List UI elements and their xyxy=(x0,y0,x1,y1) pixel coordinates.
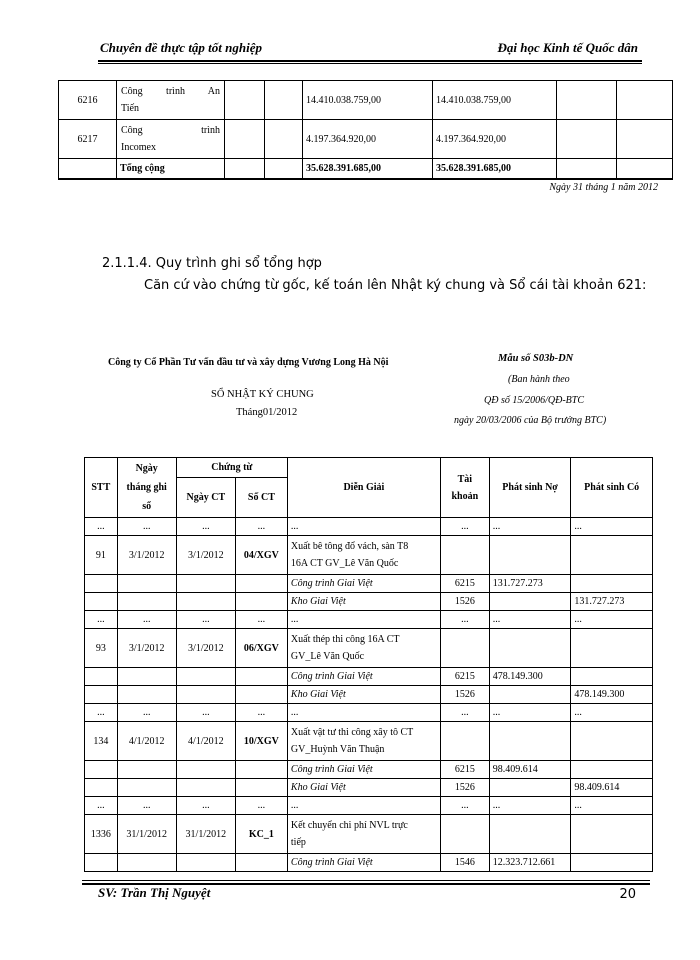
ellipsis-cell: ... xyxy=(571,518,653,536)
col-voucher-no: Số CT xyxy=(235,478,287,518)
line-description: Kho Giai Việt xyxy=(287,686,440,704)
ellipsis-cell: ... xyxy=(117,518,176,536)
col-stt: STT xyxy=(85,458,118,518)
table-row xyxy=(59,81,673,120)
ellipsis-row xyxy=(85,611,653,629)
line-description: Công trình Giai Việt xyxy=(287,854,440,872)
line-description: Công trình Giai Việt xyxy=(287,575,440,593)
amount-cell: 4.197.364.920,00 xyxy=(433,120,557,159)
table-cell xyxy=(117,593,176,611)
ellipsis-cell: ... xyxy=(176,797,235,815)
journal-line-row xyxy=(85,575,653,593)
table-cell xyxy=(176,779,235,797)
form-code: Mẫu số S03b-DN xyxy=(498,353,574,364)
line-credit: 478.149.300 xyxy=(571,686,653,704)
journal-entry-row xyxy=(85,629,653,668)
ellipsis-cell: ... xyxy=(489,797,571,815)
journal-entry-row xyxy=(85,722,653,761)
line-debit xyxy=(489,779,571,797)
line-description: Kho Giai Việt xyxy=(287,593,440,611)
line-account: 1546 xyxy=(440,854,489,872)
journal-entry-row xyxy=(85,815,653,854)
account-name: Công trình Incomex xyxy=(117,120,225,159)
entry-description: Xuất bê tông đổ vách, sàn T8 16A CT GV_Lê Văn Quốc xyxy=(287,536,440,575)
line-account: 6215 xyxy=(440,668,489,686)
ellipsis-cell: ... xyxy=(571,797,653,815)
ellipsis-cell: ... xyxy=(85,518,118,536)
table-cell xyxy=(85,575,118,593)
table-cell xyxy=(117,779,176,797)
voucher-date: 4/1/2012 xyxy=(176,722,235,761)
line-debit: 131.727.273 xyxy=(489,575,571,593)
entry-date: 31/1/2012 xyxy=(117,815,176,854)
summary-table xyxy=(58,80,673,180)
entry-description: Xuất vật tư thi công xây tô CT GV_Huỳnh Văn Thuận xyxy=(287,722,440,761)
table-cell xyxy=(176,668,235,686)
ellipsis-cell: ... xyxy=(287,518,440,536)
ellipsis-cell: ... xyxy=(85,704,118,722)
table-cell xyxy=(235,575,287,593)
journal-line-row xyxy=(85,686,653,704)
entry-stt: 93 xyxy=(85,629,118,668)
entry-description: Xuất thép thi công 16A CT GV_Lê Văn Quốc xyxy=(287,629,440,668)
ellipsis-cell: ... xyxy=(235,704,287,722)
entry-debit xyxy=(489,536,571,575)
journal-line-row xyxy=(85,854,653,872)
entry-debit xyxy=(489,629,571,668)
entry-debit xyxy=(489,722,571,761)
ellipsis-cell: ... xyxy=(235,518,287,536)
col-voucher: Chứng từ xyxy=(176,458,287,478)
ellipsis-row xyxy=(85,797,653,815)
table-cell xyxy=(85,761,118,779)
ellipsis-cell: ... xyxy=(287,611,440,629)
table-cell xyxy=(176,761,235,779)
table-cell xyxy=(117,686,176,704)
table-cell xyxy=(235,686,287,704)
voucher-number: KC_1 xyxy=(235,815,287,854)
ellipsis-cell: ... xyxy=(440,611,489,629)
table-row xyxy=(59,120,673,159)
entry-debit xyxy=(489,815,571,854)
ellipsis-cell: ... xyxy=(117,704,176,722)
line-debit: 12.323.712.661 xyxy=(489,854,571,872)
col-description: Diễn Giải xyxy=(287,458,440,518)
table-cell xyxy=(235,854,287,872)
line-debit xyxy=(489,686,571,704)
total-amount: 35.628.391.685,00 xyxy=(303,159,433,179)
entry-account xyxy=(440,536,489,575)
table-cell xyxy=(117,854,176,872)
voucher-date: 3/1/2012 xyxy=(176,536,235,575)
journal-line-row xyxy=(85,779,653,797)
amount-cell: 14.410.038.759,00 xyxy=(303,81,433,120)
line-debit xyxy=(489,593,571,611)
page-number: 20 xyxy=(619,887,636,902)
entry-date: 3/1/2012 xyxy=(117,536,176,575)
report-date: Ngày 31 tháng 1 năm 2012 xyxy=(549,182,658,193)
line-credit xyxy=(571,854,653,872)
entry-date: 4/1/2012 xyxy=(117,722,176,761)
header-rule xyxy=(98,60,642,62)
line-credit: 98.409.614 xyxy=(571,779,653,797)
ellipsis-cell: ... xyxy=(117,611,176,629)
line-debit: 98.409.614 xyxy=(489,761,571,779)
journal-month: Tháng01/2012 xyxy=(236,407,298,418)
page-header-right: Đại học Kinh tế Quốc dân xyxy=(497,40,638,55)
account-name: Công trình An Tiến xyxy=(117,81,225,120)
ellipsis-row xyxy=(85,704,653,722)
table-cell xyxy=(117,761,176,779)
entry-credit xyxy=(571,722,653,761)
general-journal-table xyxy=(84,457,653,872)
form-decision: QĐ số 15/2006/QĐ-BTC xyxy=(484,395,585,406)
account-code: 6217 xyxy=(59,120,117,159)
ellipsis-cell: ... xyxy=(176,704,235,722)
amount-cell: 14.410.038.759,00 xyxy=(433,81,557,120)
entry-stt: 134 xyxy=(85,722,118,761)
journal-line-row xyxy=(85,593,653,611)
line-account: 6215 xyxy=(440,575,489,593)
col-record-date: Ngày tháng ghi sổ xyxy=(117,458,176,518)
entry-description: Kết chuyển chi phí NVL trực tiếp xyxy=(287,815,440,854)
line-credit xyxy=(571,575,653,593)
company-name: Công ty Cổ Phần Tư vấn đầu tư và xây dựng Vương Long Hà Nội xyxy=(108,357,389,368)
ellipsis-cell: ... xyxy=(176,611,235,629)
form-issued: (Ban hành theo xyxy=(508,374,570,385)
table-cell xyxy=(176,593,235,611)
entry-account xyxy=(440,629,489,668)
col-debit: Phát sinh Nợ xyxy=(489,458,571,518)
ellipsis-cell: ... xyxy=(571,704,653,722)
journal-title: SỔ NHẬT KÝ CHUNG xyxy=(211,389,314,400)
entry-stt: 1336 xyxy=(85,815,118,854)
table-cell xyxy=(235,761,287,779)
student-name: SV: Trần Thị Nguyệt xyxy=(98,885,211,900)
voucher-number: 06/XGV xyxy=(235,629,287,668)
ellipsis-cell: ... xyxy=(571,611,653,629)
ellipsis-row xyxy=(85,518,653,536)
line-description: Kho Giai Việt xyxy=(287,779,440,797)
line-credit xyxy=(571,668,653,686)
table-cell xyxy=(176,575,235,593)
entry-credit xyxy=(571,536,653,575)
entry-credit xyxy=(571,629,653,668)
entry-stt: 91 xyxy=(85,536,118,575)
ellipsis-cell: ... xyxy=(85,797,118,815)
ellipsis-cell: ... xyxy=(287,797,440,815)
table-cell xyxy=(176,854,235,872)
table-cell xyxy=(85,854,118,872)
line-credit xyxy=(571,761,653,779)
voucher-date: 3/1/2012 xyxy=(176,629,235,668)
table-cell xyxy=(235,593,287,611)
ellipsis-cell: ... xyxy=(489,518,571,536)
section-paragraph: Căn cứ vào chứng từ gốc, kế toán lên Nhật ký chung và Sổ cái tài khoản 621: xyxy=(144,278,647,293)
col-credit: Phát sinh Có xyxy=(571,458,653,518)
table-cell xyxy=(117,668,176,686)
line-credit: 131.727.273 xyxy=(571,593,653,611)
line-account: 1526 xyxy=(440,686,489,704)
footer-rule xyxy=(82,880,650,881)
table-cell xyxy=(235,668,287,686)
ellipsis-cell: ... xyxy=(440,797,489,815)
journal-line-row xyxy=(85,761,653,779)
line-debit: 478.149.300 xyxy=(489,668,571,686)
total-label: Tổng cộng xyxy=(117,159,225,179)
voucher-number: 04/XGV xyxy=(235,536,287,575)
line-description: Công trình Giai Việt xyxy=(287,668,440,686)
entry-credit xyxy=(571,815,653,854)
entry-account xyxy=(440,815,489,854)
amount-cell: 4.197.364.920,00 xyxy=(303,120,433,159)
table-cell xyxy=(85,593,118,611)
line-description: Công trình Giai Việt xyxy=(287,761,440,779)
page-header-left: Chuyên đề thực tập tốt nghiệp xyxy=(100,40,262,55)
account-code: 6216 xyxy=(59,81,117,120)
line-account: 1526 xyxy=(440,593,489,611)
total-amount: 35.628.391.685,00 xyxy=(433,159,557,179)
voucher-number: 10/XGV xyxy=(235,722,287,761)
entry-account xyxy=(440,722,489,761)
ellipsis-cell: ... xyxy=(235,611,287,629)
ellipsis-cell: ... xyxy=(176,518,235,536)
table-cell xyxy=(117,575,176,593)
line-account: 6215 xyxy=(440,761,489,779)
col-voucher-date: Ngày CT xyxy=(176,478,235,518)
table-cell xyxy=(85,668,118,686)
ellipsis-cell: ... xyxy=(440,518,489,536)
ellipsis-cell: ... xyxy=(287,704,440,722)
col-account: Tài khoản xyxy=(440,458,489,518)
header-rule-thin xyxy=(98,63,642,64)
line-account: 1526 xyxy=(440,779,489,797)
form-decision-date: ngày 20/03/2006 của Bộ trưởng BTC) xyxy=(454,415,607,426)
ellipsis-cell: ... xyxy=(85,611,118,629)
ellipsis-cell: ... xyxy=(117,797,176,815)
ellipsis-cell: ... xyxy=(489,611,571,629)
table-cell xyxy=(235,779,287,797)
ellipsis-cell: ... xyxy=(440,704,489,722)
ellipsis-cell: ... xyxy=(235,797,287,815)
section-heading: 2.1.1.4. Quy trình ghi sổ tổng hợp xyxy=(102,256,322,271)
table-cell xyxy=(176,686,235,704)
entry-date: 3/1/2012 xyxy=(117,629,176,668)
total-row xyxy=(59,159,673,179)
ellipsis-cell: ... xyxy=(489,704,571,722)
journal-entry-row xyxy=(85,536,653,575)
table-cell xyxy=(85,779,118,797)
table-cell xyxy=(85,686,118,704)
journal-line-row xyxy=(85,668,653,686)
voucher-date: 31/1/2012 xyxy=(176,815,235,854)
